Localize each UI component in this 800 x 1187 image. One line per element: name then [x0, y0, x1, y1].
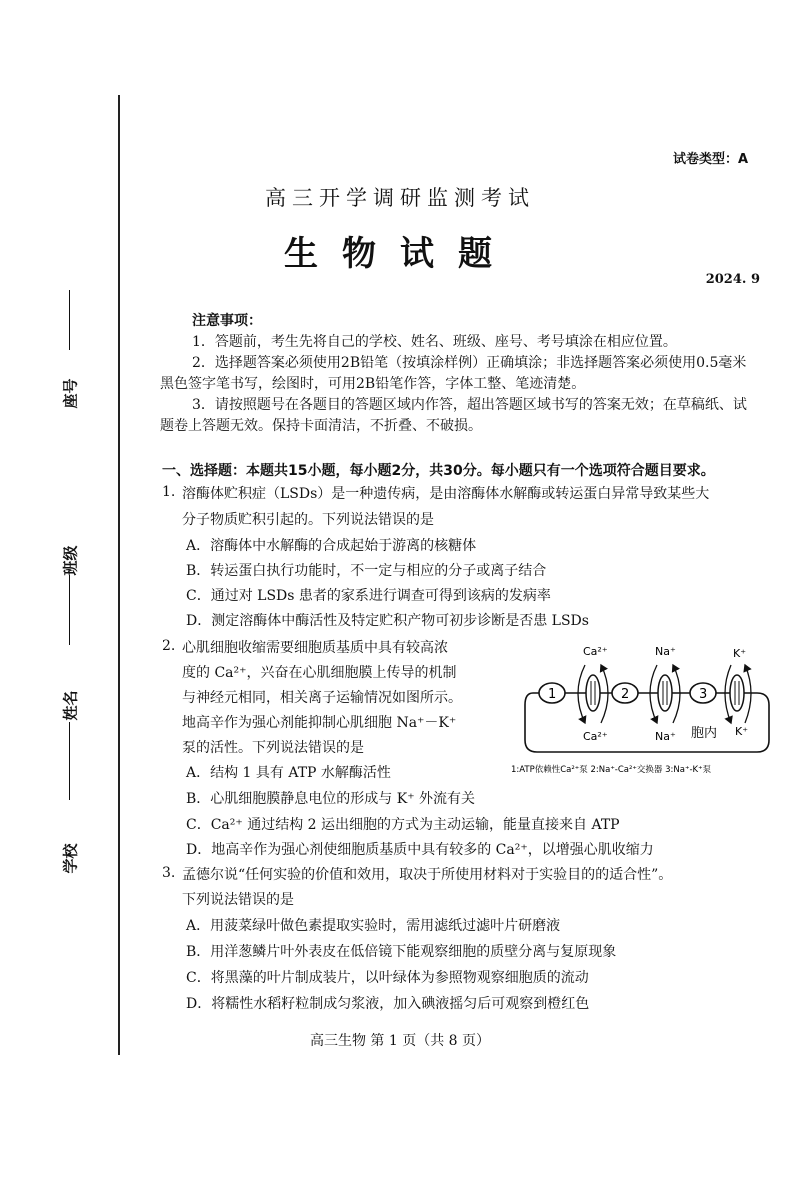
ion-label-bottom-ca: Ca²⁺ — [583, 730, 608, 743]
ion-label-top-k: K⁺ — [733, 647, 747, 660]
page-footer: 高三生物 第 1 页（共 8 页） — [309, 1033, 491, 1049]
structure-3-label: 3 — [699, 687, 708, 702]
notice-item-3: 3．请按照题号在各题目的答题区域内作答，超出答题区域书写的答案无效；在草稿纸、试题卷上答题无效。保持卡面清洁，不折叠、不破损。 — [160, 397, 747, 434]
q1-option-c[interactable]: C．通过对 LSDs 患者的家系进行调查可得到该病的发病率 — [186, 588, 551, 604]
section-title: 一、选择题：本题共15小题，每小题2分，共30分。每小题只有一个选项符合题目要求。 — [162, 463, 715, 479]
structure-3 — [690, 683, 716, 703]
k-arrow-2 — [745, 665, 751, 723]
q3-number: 3. — [162, 865, 176, 881]
channel-a — [586, 675, 600, 711]
q1-option-b[interactable]: B．转运蛋白执行功能时，不一定与相应的分子或离子结合 — [186, 563, 547, 579]
q2-stem-line4: 地高辛作为强心剂能抑制心肌细胞 Na⁺－K⁺ — [182, 715, 457, 731]
na-arrow-1 — [650, 665, 657, 723]
ca-arrow-1 — [578, 665, 585, 723]
q1-number: 1. — [162, 484, 176, 500]
q2-option-d[interactable]: D．地高辛作为强心剂使细胞质基质中具有较多的 Ca²⁺，以增强心肌收缩力 — [186, 842, 654, 858]
q2-stem-line1: 心肌细胞收缩需要细胞质基质中具有较高浓 — [182, 640, 448, 656]
class-label: 班级 — [61, 545, 80, 576]
q1-stem-line1: 溶酶体贮积症（LSDs）是一种遗传病，是由溶酶体水解酶或转运蛋白异常导致某些大 — [182, 486, 710, 502]
structure-2 — [612, 683, 638, 703]
notice-item-2: 2．选择题答案必须使用2B铅笔（按填涂样例）正确填涂；非选择题答案必须使用0.5毫米黑色签字笔书写，绘图时，可用2B铅笔作答，字体工整、笔迹清楚。 — [160, 355, 747, 392]
q3-option-c[interactable]: C．将黑藻的叶片制成装片，以叶绿体为参照物观察细胞质的流动 — [186, 970, 589, 986]
q2-stem-line2: 度的 Ca²⁺，兴奋在心肌细胞膜上传导的机制 — [182, 665, 457, 681]
q3-stem-line1: 孟德尔说“任何实验的价值和效用，取决于所使用材料对于实验目的的适合性”。 — [182, 867, 673, 883]
paper-type: 试卷类型：A — [672, 152, 748, 167]
channel-b — [658, 675, 672, 711]
name-label: 姓名 — [61, 690, 80, 721]
q1-option-a[interactable]: A．溶酶体中水解酶的合成起始于游离的核糖体 — [186, 538, 477, 554]
q2-number: 2. — [162, 638, 176, 654]
inside-label: 胞内 — [691, 726, 718, 741]
q1-stem-line2: 分子物质贮积引起的。下列说法错误的是 — [182, 512, 434, 528]
q3-option-a[interactable]: A．用菠菜绿叶做色素提取实验时，需用滤纸过滤叶片研磨液 — [186, 918, 561, 934]
ion-label-top-na: Na⁺ — [655, 645, 676, 658]
seat-blank[interactable] — [69, 290, 70, 350]
q3-stem-line2: 下列说法错误的是 — [182, 892, 294, 908]
q2-option-a[interactable]: A．结构 1 具有 ATP 水解酶活性 — [186, 765, 391, 781]
channel-c — [730, 675, 744, 711]
notice-heading: 注意事项： — [192, 313, 262, 329]
notice-item-1: 1．答题前，考生先将自己的学校、姓名、班级、座号、考号填涂在相应位置。 — [192, 334, 677, 350]
structure-2-label: 2 — [621, 687, 630, 702]
exam-subtitle: 高三开学调研监测考试 — [265, 186, 535, 210]
page-title: 生物试题 — [284, 234, 516, 274]
structure-1 — [539, 683, 565, 703]
school-label: 学校 — [61, 843, 80, 874]
ion-label-bottom-na: Na⁺ — [655, 730, 676, 743]
name-blank[interactable] — [69, 722, 70, 800]
exam-date: 2024. 9 — [705, 272, 760, 287]
q2-option-b[interactable]: B．心肌细胞膜静息电位的形成与 K⁺ 外流有关 — [186, 791, 476, 807]
seat-label: 座号 — [61, 378, 80, 409]
q3-option-b[interactable]: B．用洋葱鳞片叶外表皮在低倍镜下能观察细胞的质壁分离与复原现象 — [186, 944, 617, 960]
ion-label-bottom-k: K⁺ — [735, 725, 749, 738]
q1-option-d[interactable]: D．测定溶酶体中酶活性及特定贮积产物可初步诊断是否患 LSDs — [186, 613, 589, 629]
figure-caption: 1:ATP依赖性Ca²⁺泵 2:Na⁺-Ca²⁺交换器 3:Na⁺-K⁺泵 — [511, 765, 712, 775]
structure-1-label: 1 — [548, 687, 557, 702]
q2-stem-line3: 与神经元相同，相关离子运输情况如图所示。 — [182, 690, 462, 706]
ion-transport-figure — [505, 635, 785, 780]
q2-option-c[interactable]: C．Ca²⁺ 通过结构 2 运出细胞的方式为主动运输，能量直接来自 ATP — [186, 817, 620, 833]
q2-stem-line5: 泵的活性。下列说法错误的是 — [182, 740, 364, 756]
class-blank[interactable] — [69, 575, 70, 645]
ion-label-top-ca: Ca²⁺ — [583, 645, 608, 658]
na-arrow-2 — [673, 665, 680, 723]
q3-option-d[interactable]: D．将糯性水稻籽粒制成匀浆液，加入碘液摇匀后可观察到橙红色 — [186, 996, 590, 1012]
ca-arrow-2 — [601, 665, 608, 723]
